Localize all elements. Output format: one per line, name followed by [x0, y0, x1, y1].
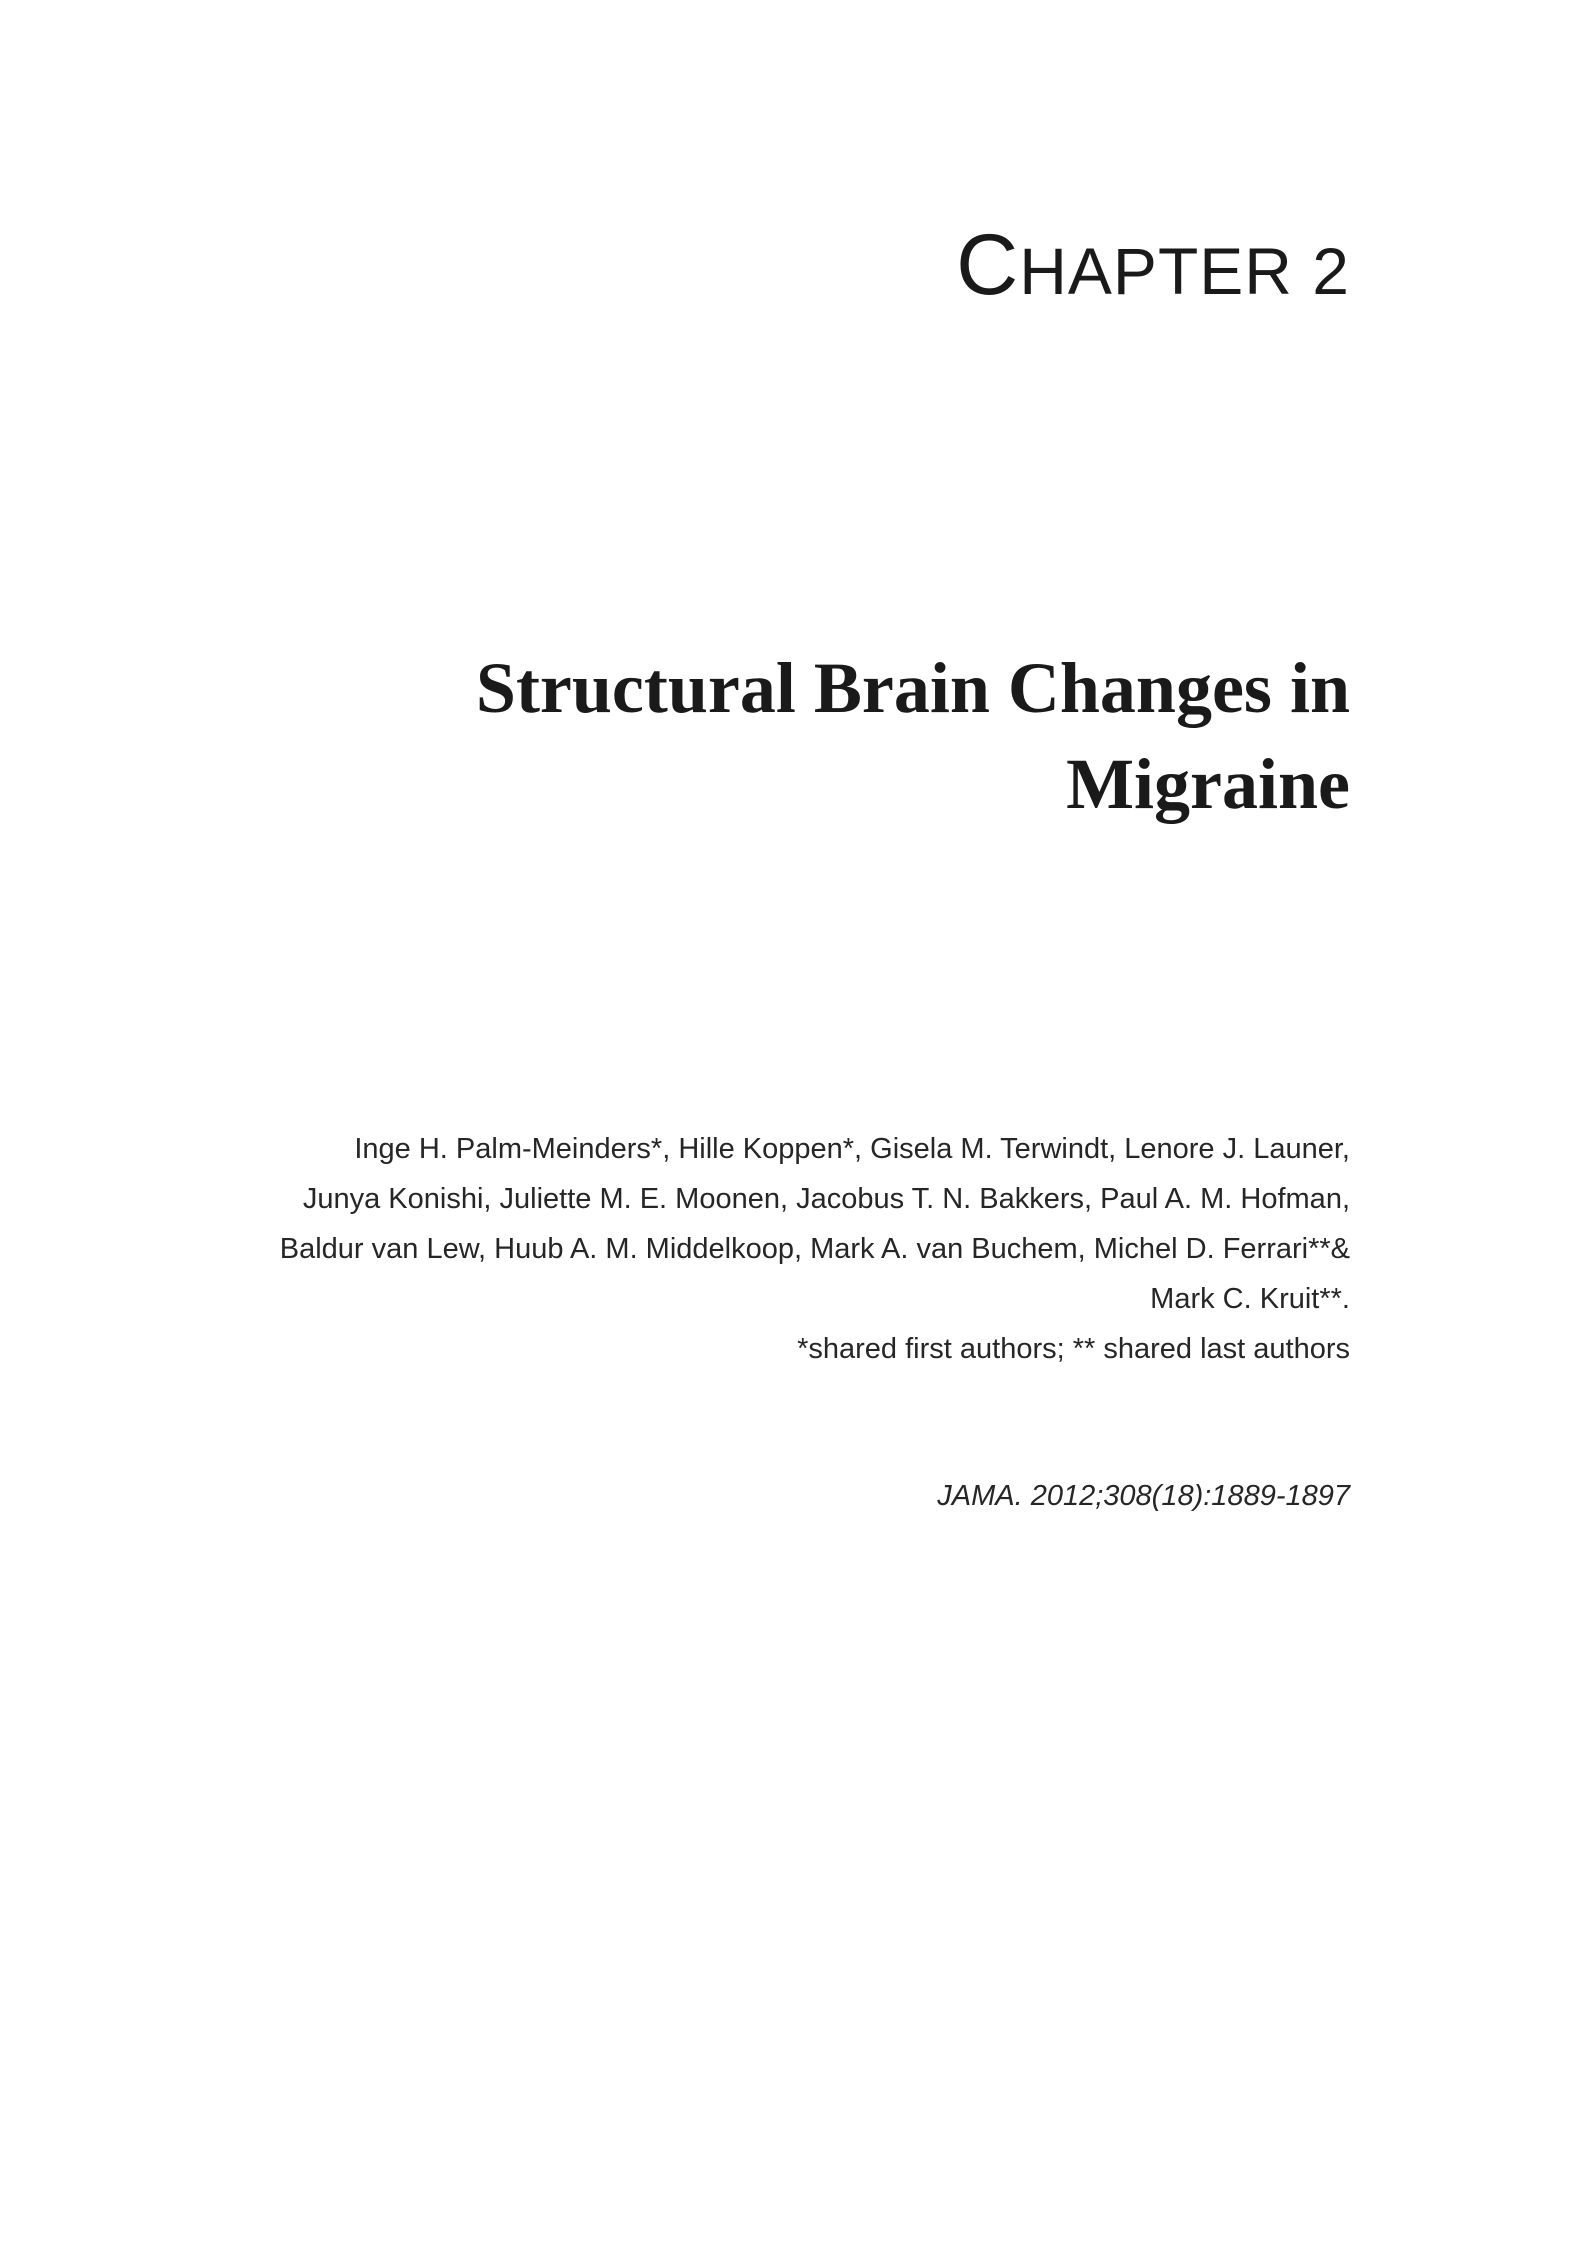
chapter-heading-initial: C — [956, 217, 1020, 313]
author-line: Baldur van Lew, Huub A. M. Middelkoop, Mark A. van Buchem, Michel D. Ferrari**& — [279, 1233, 1350, 1265]
chapter-title — [350, 640, 1350, 832]
journal-citation: JAMA. 2012;308(18):1889-1897 — [937, 1480, 1350, 1512]
author-line: Junya Konishi, Juliette M. E. Moonen, Jacobus T. N. Bakkers, Paul A. M. Hofman, — [302, 1183, 1350, 1215]
chapter-title-line-2: Migraine — [1066, 744, 1350, 824]
author-note: *shared first authors; ** shared last authors — [797, 1333, 1350, 1365]
chapter-heading-rest: HAPTER 2 — [1019, 234, 1350, 308]
chapter-heading — [956, 217, 1350, 313]
chapter-title-line-1: Structural Brain Changes in — [475, 648, 1350, 728]
author-line: Mark C. Kruit**. — [1150, 1283, 1350, 1315]
author-list — [100, 1124, 1350, 1374]
author-line: Inge H. Palm-Meinders*, Hille Koppen*, Gisela M. Terwindt, Lenore J. Launer, — [354, 1133, 1350, 1165]
